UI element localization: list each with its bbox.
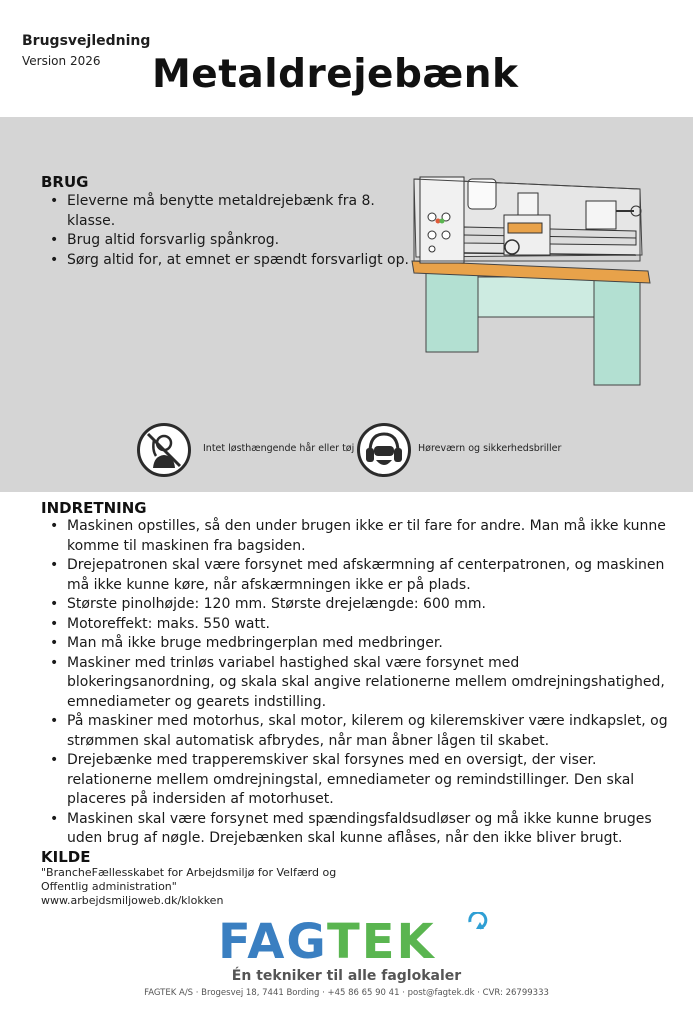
indretning-list: [41, 517, 671, 849]
lathe-carriage-highlight: [508, 223, 542, 233]
fagtek-logo: [218, 912, 493, 966]
list-item: • På maskiner med motorhus, skal motor, kilerem og kileremskiver være indkapslet, og strømmen skal automatisk afbrydes, når man åbner lågen til skabet.: [41, 712, 671, 751]
list-item: • Maskinen opstilles, så den under brugen ikke er til fare for andre. Man må ikke kunne komme til maskinen fra bagsiden.: [41, 517, 671, 556]
lathe-leg-left: [426, 270, 478, 352]
kilde-line-1: "BrancheFællesskabet for Arbejdsmiljø for Velfærd og: [41, 866, 337, 879]
list-item: • Sørg altid for, at emnet er spændt forsvarligt op.: [41, 251, 411, 271]
list-item: • Brug altid forsvarlig spånkrog.: [41, 231, 411, 251]
lathe-toolpost: [518, 193, 538, 215]
lathe-dial: [429, 246, 435, 252]
hearing-eye-protection-icon: [360, 426, 408, 474]
lathe-illustration: [408, 165, 654, 387]
lathe-dial: [428, 213, 436, 221]
kilde-url: www.arbejdsmiljoweb.dk/klokken: [41, 894, 224, 907]
lathe-dial: [442, 231, 450, 239]
kilde-line-2: Offentlig administration": [41, 880, 177, 893]
svg-text:FAGTEK: FAGTEK: [218, 914, 436, 966]
no-loose-hair-icon: [140, 426, 188, 474]
doc-type: Brugsvejledning: [22, 33, 151, 49]
list-item: • Man må ikke bruge medbringerplan med medbringer.: [41, 634, 671, 654]
list-item: • Maskinen skal være forsynet med spændingsfaldsudløser og må ikke kunne bruges uden brug af nøgle. Drejebænken skal kunne aflåses, når den ikke bliver brugt.: [41, 810, 671, 849]
brug-heading: BRUG: [41, 173, 89, 191]
list-item: • Eleverne må benytte metaldrejebænk fra 8. klasse.: [41, 192, 411, 231]
indretning-heading: INDRETNING: [41, 499, 147, 517]
tagline: Én tekniker til alle faglokaler: [231, 968, 462, 984]
kilde-heading: KILDE: [41, 848, 91, 866]
lathe-leg-middle: [478, 277, 594, 317]
footer-contact: FAGTEK A/S · Brogesvej 18, 7441 Bording · +45 86 65 90 41 · post@fagtek.dk · CVR: 26799333: [144, 988, 549, 998]
list-item: • Drejebænke med trapperemskiver skal forsynes med en oversigt, der viser. relationerne mellem omdrejningstal, emnediameter og remindstillinger. Den skal placeres på indersiden af motorhuset.: [41, 751, 671, 810]
lathe-dial: [428, 231, 436, 239]
lathe-leg-right: [594, 277, 640, 385]
list-item: • Maskiner med trinløs variabel hastighed skal være forsynet med blokeringsanordning, og skala skal angive relationerne mellem omdrejningshatighed, emnediameter og gearets indstilling.: [41, 654, 671, 713]
pictogram-label-hair: Intet løsthængende hår eller tøj: [203, 443, 355, 454]
doc-version: Version 2026: [22, 54, 101, 68]
page-title: Metaldrejebænk: [152, 52, 519, 97]
lathe-tailstock: [586, 201, 616, 229]
lathe-carriage: [504, 215, 550, 255]
brug-list: [41, 192, 411, 270]
pictogram-label-ear: Høreværn og sikkerhedsbriller: [418, 443, 562, 454]
pictogram-no-loose-hair: [137, 423, 191, 477]
list-item: • Største pinolhøjde: 120 mm. Største drejelængde: 600 mm.: [41, 595, 671, 615]
lathe-stop-button: [440, 219, 445, 224]
list-item: • Motoreffekt: maks. 550 watt.: [41, 615, 671, 635]
lathe-chuck-guard: [468, 179, 496, 209]
list-item: • Drejepatronen skal være forsynet med afskærmning af centerpatronen, og maskinen må ikke kunne køre, når afskærmningen ikke er på plads.: [41, 556, 671, 595]
pictogram-ear-eye-protection: [357, 423, 411, 477]
